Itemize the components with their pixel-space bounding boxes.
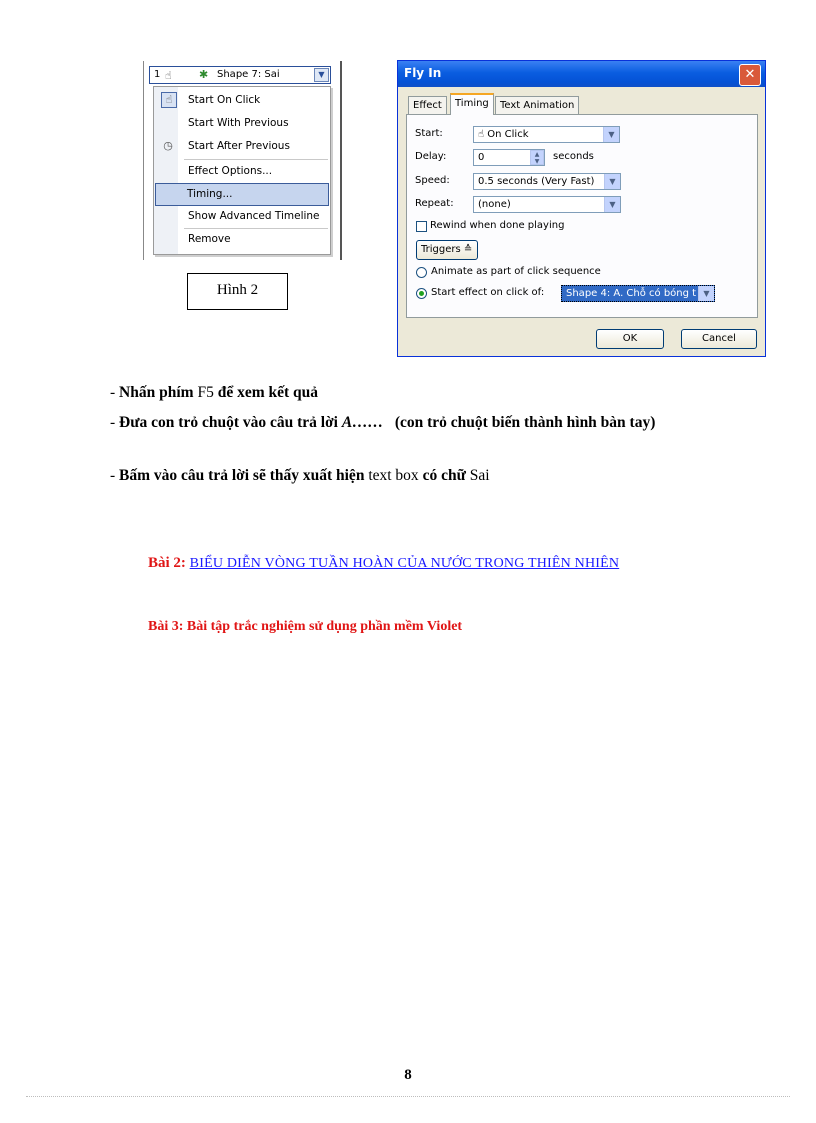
page-number: 8 [404,1067,412,1083]
tab-text-animation[interactable]: Text Animation [495,96,579,114]
animation-context-menu-figure [143,61,342,260]
menu-item-label: Start After Previous [188,140,290,152]
instruction-word: Sai [469,467,490,484]
mouse-click-icon: ☝ [165,69,172,82]
instruction-key: F5 [197,384,214,401]
fly-in-dialog [397,60,766,357]
menu-item-label: Timing... [187,188,233,200]
instruction-text: Nhấn phím [119,384,194,401]
instruction-line-2 [110,413,740,433]
instruction-text: có chữ [422,467,466,484]
speed-label: Speed: [415,175,450,186]
menu-item-timing[interactable] [155,183,329,206]
speed-value: 0.5 seconds (Very Fast) [478,176,595,187]
trigger-shape-value: Shape 4: A. Chỗ có bóng t [566,288,697,299]
footer-divider [26,1096,790,1097]
triggers-label: Triggers [421,244,461,255]
figure-border-right [340,61,342,260]
timing-tab-page [406,114,758,318]
instruction-text: Bấm vào câu trả lời sẽ thấy xuất hiện [119,467,365,484]
ok-button[interactable]: OK [596,329,664,349]
animation-item-dropdown[interactable] [149,66,331,84]
dialog-titlebar [398,61,765,87]
repeat-value: (none) [478,199,511,210]
animate-sequence-label: Animate as part of click sequence [431,266,601,277]
animate-sequence-radio[interactable] [416,267,427,278]
instruction-text: để xem kết quả [217,384,319,401]
delay-label: Delay: [415,151,447,162]
menu-item-label: Show Advanced Timeline [188,210,320,222]
answer-reference: A…… [341,414,384,431]
mouse-click-icon: ☝ [161,92,177,108]
cancel-button[interactable]: Cancel [681,329,757,349]
animation-item-label: Shape 7: Sai [217,69,280,80]
section-label: Bài 2: [148,555,186,571]
close-icon[interactable]: ✕ [739,64,761,86]
animation-order-number: 1 [154,69,161,80]
menu-item-label: Start On Click [188,94,261,106]
menu-item-label: Remove [188,233,231,245]
repeat-label: Repeat: [415,198,454,209]
tab-effect[interactable]: Effect [408,96,447,114]
start-effect-radio[interactable] [416,288,427,299]
menu-item-start-with-previous[interactable] [156,113,328,134]
delay-unit: seconds [553,151,594,162]
rewind-checkbox[interactable] [416,221,427,232]
start-effect-label: Start effect on click of: [431,287,545,298]
trigger-shape-select[interactable] [561,285,715,302]
menu-item-effect-options[interactable] [156,161,328,182]
chevron-down-icon[interactable]: ▼ [604,197,620,212]
speed-select[interactable] [473,173,621,190]
chevron-up-icon: ≙ [463,244,473,255]
clock-icon: ◷ [163,139,173,152]
dialog-title: Fly In [404,66,442,80]
menu-item-show-advanced-timeline[interactable] [156,206,328,227]
chevron-down-icon[interactable]: ▼ [698,286,714,301]
chevron-down-icon[interactable]: ▼ [604,174,620,189]
section-bai-2 [148,555,619,572]
bullet-dash: - [110,467,116,484]
triggers-button[interactable] [416,240,478,260]
menu-item-start-after-previous[interactable] [156,136,328,157]
delay-value: 0 [478,152,485,163]
bullet-dash: - [110,384,116,401]
start-select[interactable] [473,126,620,143]
repeat-select[interactable] [473,196,621,213]
instruction-text: (con trỏ chuột biến thành hình bàn tay) [394,414,656,431]
figure-border-left [143,61,144,260]
menu-item-start-on-click[interactable] [156,90,328,111]
figure-caption: Hình 2 [187,273,288,310]
instruction-line-3 [110,466,740,486]
section-bai-3: Bài 3: Bài tập trắc nghiệm sử dụng phần mềm Violet [148,619,463,634]
mouse-click-icon: ☝ [478,129,488,140]
effect-star-icon: ✱ [199,68,209,81]
delay-input[interactable] [473,149,545,166]
instruction-line-1 [110,383,740,403]
context-menu [153,86,331,255]
start-label: Start: [415,128,443,139]
tab-timing[interactable]: Timing [450,93,494,115]
spin-arrows-icon[interactable]: ▲ ▼ [530,150,544,165]
bai-2-link[interactable]: BIỂU DIỄN VÒNG TUẦN HOÀN CỦA NƯỚC TRONG THIÊN NHIÊN [189,556,620,571]
menu-item-remove[interactable] [156,229,328,250]
bullet-dash: - [110,414,116,431]
menu-separator [184,159,328,160]
chevron-down-icon[interactable]: ▼ [314,68,329,82]
start-value: On Click [487,129,529,140]
menu-item-label: Start With Previous [188,117,289,129]
menu-item-label: Effect Options... [188,165,273,177]
chevron-down-icon[interactable]: ▼ [603,127,619,142]
rewind-label: Rewind when done playing [430,220,565,231]
instruction-object: text box [368,467,419,484]
instruction-text: Đưa con trỏ chuột vào câu trả lời [119,414,338,431]
